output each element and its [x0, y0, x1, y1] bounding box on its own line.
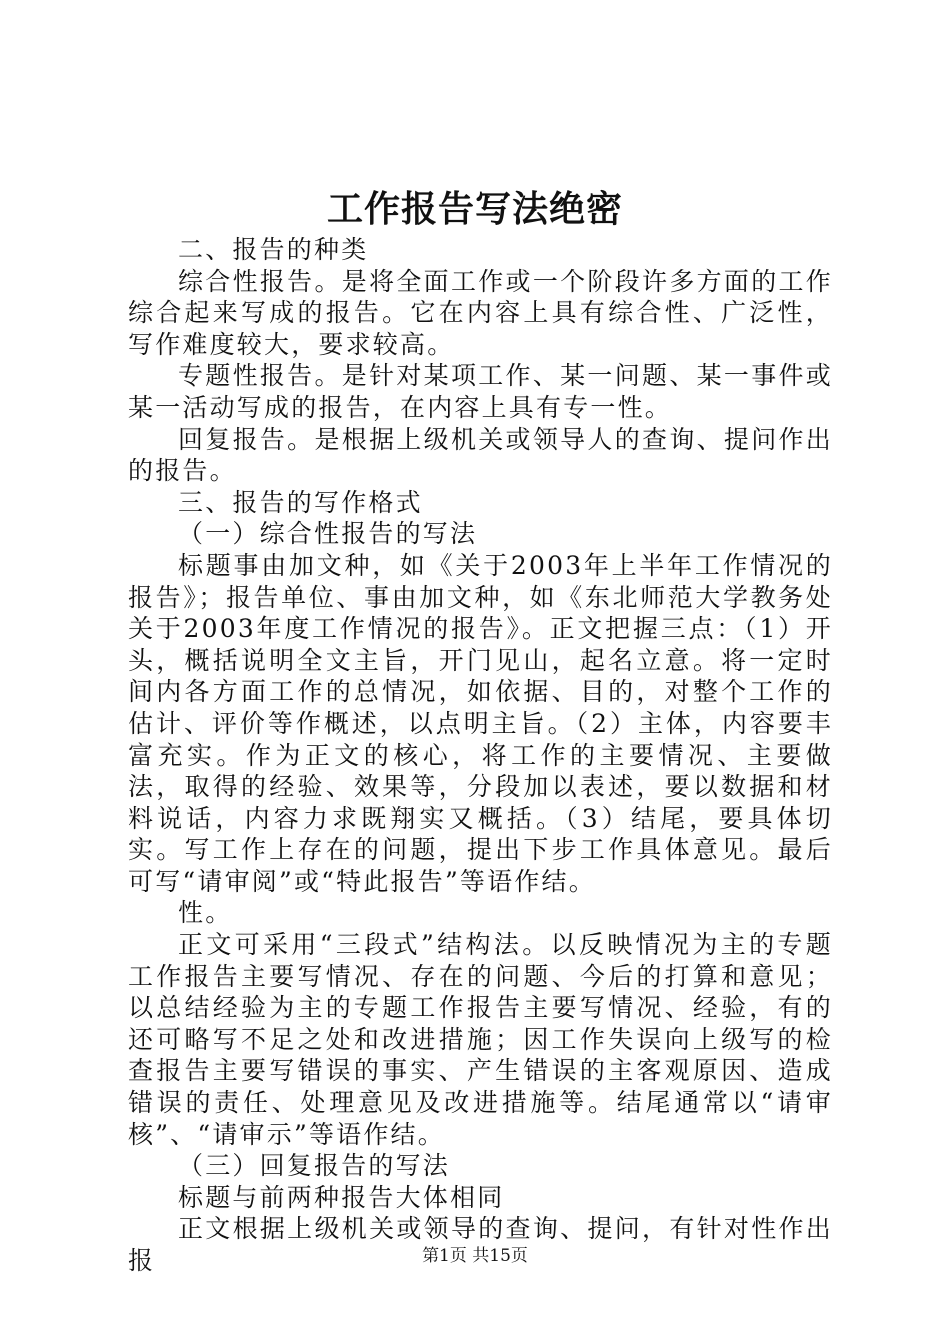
- paragraph: 标题与前两种报告大体相同: [178, 1182, 505, 1212]
- paragraph: 综合性报告。是将全面工作或一个阶段许多方面的工作综合起来写成的报告。它在内容上具有综合性、广泛性，写作难度较大，要求较高。: [128, 266, 833, 359]
- paragraph: 正文可采用“三段式”结构法。以反映情况为主的专题工作报告主要写情况、存在的问题、今后的打算和意见；以总结经验为主的专题工作报告主要写情况、经验，有的还可略写不足之处和改进措施；因工作失误向上级写的检查报告主要写错误的事实、产生错误的主客观原因、造成错误的责任、处理意见及改进措施等。结尾通常以“请审核”、“请审示”等语作结。: [128, 930, 833, 1149]
- paragraph: 正文根据上级机关或领导的查询、提问，有针对性作出报: [128, 1214, 833, 1275]
- document-body: [128, 234, 833, 1277]
- subsection-heading: （一）综合性报告的写法: [178, 519, 478, 549]
- page-footer: 第1页 共15页: [422, 1246, 528, 1266]
- subsection-heading: （三）回复报告的写法: [178, 1151, 451, 1181]
- section-heading: 三、报告的写作格式: [178, 487, 423, 517]
- document-title: 工作报告写法绝密: [326, 188, 623, 230]
- paragraph: 标题事由加文种，如《关于2003年上半年工作情况的报告》；报告单位、事由加文种，如《东北师范大学教务处关于2003年度工作情况的报告》。正文把握三点：（1）开头，概括说明全文主旨，开门见山，起名立意。将一定时间内各方面工作的总情况，如依据、目的，对整个工作的估计、评价等作概述，以点明主旨。（2）主体，内容要丰富充实。作为正文的核心，将工作的主要情况、主要做法，取得的经验、效果等，分段加以表述，要以数据和材料说话，内容力求既翔实又概括。（3）结尾，要具体切实。写工作上存在的问题，提出下步工作具体意见。最后可写“请审阅”或“特此报告”等语作结。: [128, 550, 833, 896]
- paragraph: 专题性报告。是针对某项工作、某一问题、某一事件或某一活动写成的报告，在内容上具有专一性。: [128, 361, 833, 422]
- section-heading: 二、报告的种类: [178, 235, 369, 264]
- paragraph: 性。: [178, 898, 233, 928]
- paragraph: 回复报告。是根据上级机关或领导人的查询、提问作出的报告。: [128, 424, 833, 486]
